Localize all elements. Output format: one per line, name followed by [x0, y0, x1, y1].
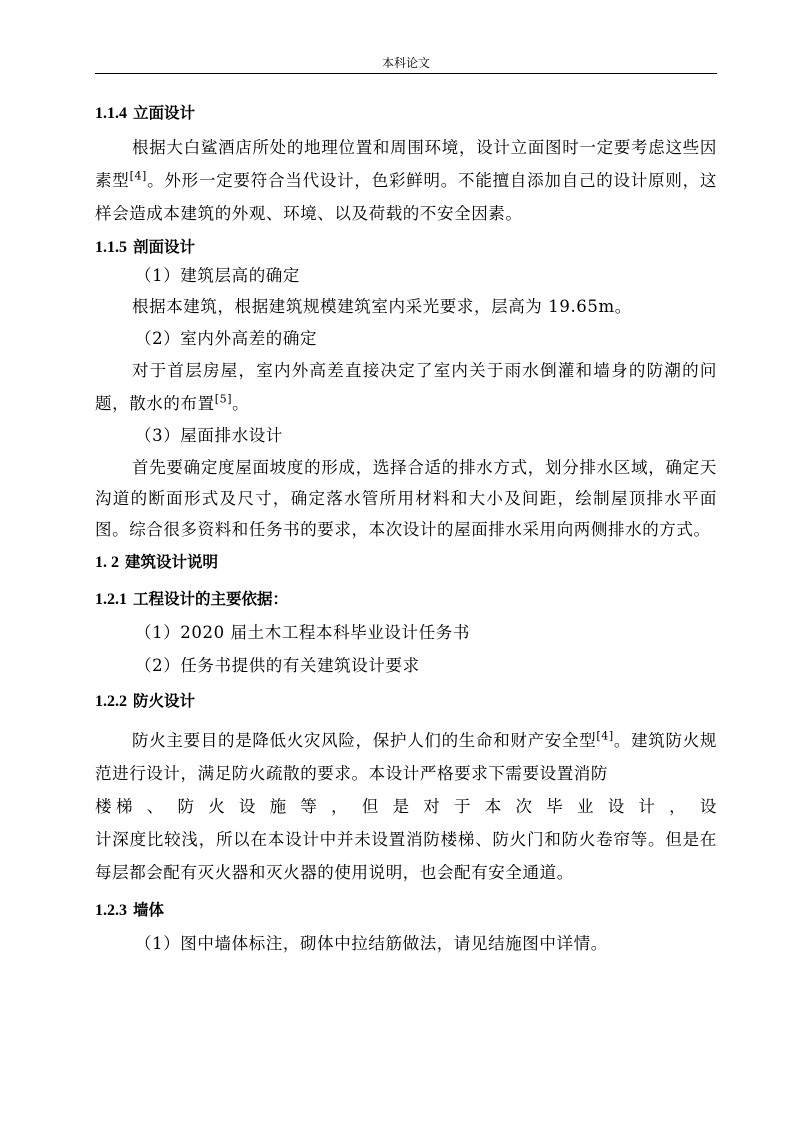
- paragraph-floor-height: 根据本建筑，根据建筑规模建筑室内采光要求，层高为 19.65m。: [132, 297, 632, 316]
- heading-1-1-4: [95, 102, 717, 125]
- paragraph-fire-protection: [95, 724, 717, 790]
- paragraph-text: 。建筑防火规范进行设计，满足防火疏散的要求。本设计严格要求下需要设置消防: [95, 731, 717, 783]
- paragraph-height-diff: [95, 354, 717, 420]
- heading-number: 1. 2: [95, 554, 119, 571]
- heading-1-1-5: [95, 236, 717, 259]
- heading-title: 立面设计: [133, 104, 196, 122]
- citation-ref: [5]: [214, 392, 233, 406]
- list-item: （1）图中墙体标注，砌体中拉结筋做法，请见结施图中详情。: [135, 934, 608, 953]
- heading-number: 1.2.3: [95, 902, 127, 919]
- heading-number: 1.2.1: [95, 591, 127, 608]
- heading-number: 1.1.4: [95, 105, 127, 122]
- heading-number: 1.2.2: [95, 693, 127, 710]
- heading-number: 1.1.5: [95, 239, 127, 256]
- document-body: [95, 100, 717, 960]
- citation-ref: [4]: [129, 169, 147, 183]
- heading-1-2-2: [95, 690, 717, 713]
- heading-title: 防火设计: [133, 692, 196, 710]
- paragraph-text: 。: [232, 394, 250, 413]
- list-item: （3）屋面排水设计: [135, 426, 283, 445]
- paragraph-fire-protection-spread-line: 楼梯 、 防 火 设 施 等 ， 但 是 对 于 本 次 毕 业 设 计 ， 设: [95, 797, 717, 816]
- paragraph-text: 。外形一定要符合当代设计，色彩鲜明。不能擅自添加自己的设计原则，这样会造成本建筑的外观、环境、以及荷载的不安全因素。: [95, 171, 717, 223]
- heading-title: 墙体: [133, 901, 165, 919]
- list-item: （2）任务书提供的有关建筑设计要求: [135, 656, 420, 675]
- paragraph-text: 对于首层房屋，室内外高差直接决定了室内关于雨水倒灌和墙身的防潮的问题，散水的布置: [95, 361, 717, 413]
- header-rule: [95, 73, 717, 74]
- list-item: （1）建筑层高的确定: [135, 266, 300, 285]
- heading-1-2: [95, 551, 717, 574]
- list-item: （2）室内外高差的确定: [135, 329, 318, 348]
- heading-1-2-3: [95, 899, 717, 922]
- heading-1-2-1: [95, 588, 717, 611]
- paragraph-roof-drainage: 首先要确定度屋面坡度的形成，选择合适的排水方式，划分排水区域，确定天沟道的断面形式及尺寸，确定落水管所用材料和大小及间距，绘制屋顶排水平面图。综合很多资料和任务书的要求，本次设计的屋面排水采用向两侧排水的方式。: [95, 458, 717, 539]
- citation-ref: [4]: [596, 729, 614, 743]
- paragraph-elevation: [95, 131, 717, 230]
- heading-title: 工程设计的主要依据：: [133, 590, 289, 608]
- paragraph-text: 根据大白鲨酒店所处的地理位置和周围环境，设计立面图时一定要考虑这些因素型: [95, 138, 717, 190]
- list-item: （1）2020 届土木工程本科毕业设计任务书: [135, 623, 470, 642]
- page-header: 本科论文: [381, 56, 430, 70]
- heading-title: 建筑设计说明: [125, 553, 219, 571]
- paragraph-fire-protection-cont: 计深度比较浅，所以在本设计中并未设置消防楼梯、防火门和防火卷帘等。但是在每层都会配有灭火器和灭火器的使用说明，也会配有安全通道。: [95, 830, 717, 882]
- heading-title: 剖面设计: [133, 238, 196, 256]
- paragraph-text: 防火主要目的是降低火灾风险，保护人们的生命和财产安全型: [132, 731, 597, 750]
